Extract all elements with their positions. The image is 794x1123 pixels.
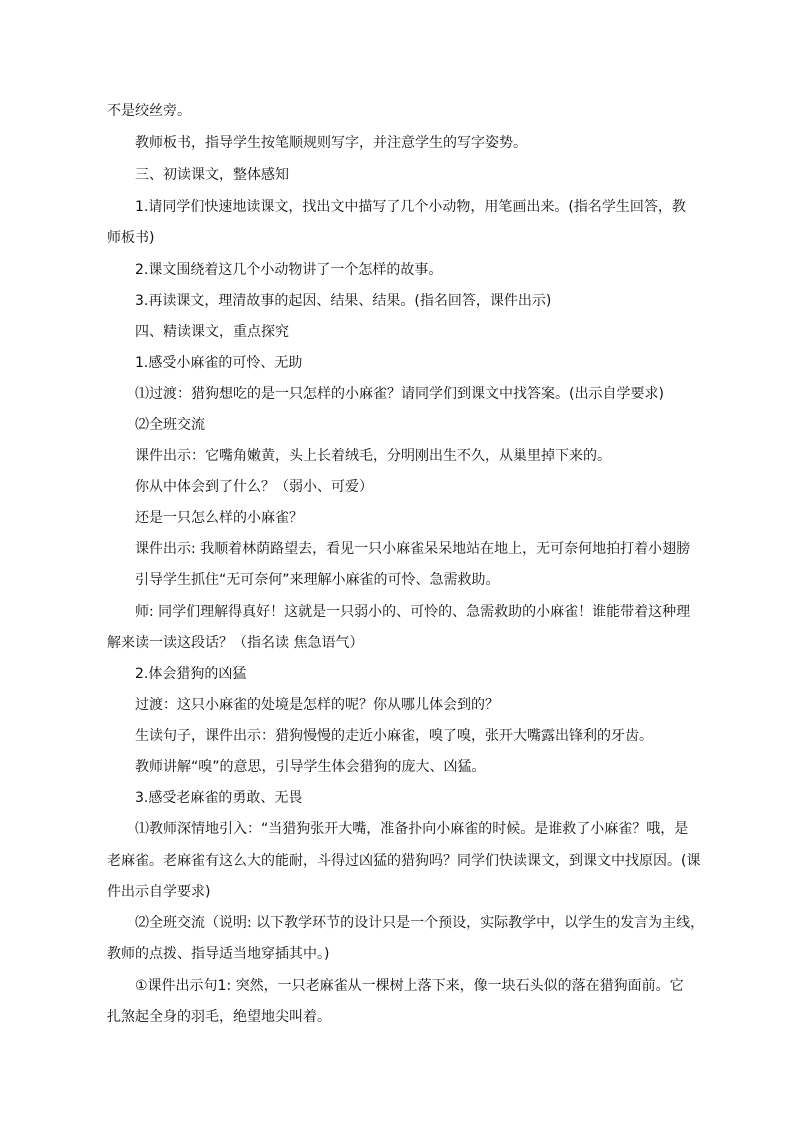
text-line: 教师讲解“嗅”的意思，引导学生体会猎狗的庞大、凶猛。 [135, 759, 486, 775]
text-line: 教师的点拨、指导适当地穿插其中。) [107, 946, 330, 962]
text-line: 扎煞起全身的羽毛，绝望地尖叫着。 [107, 1009, 331, 1025]
text-line: ⑴教师深情地引入：“当猎狗张开大嘴，准备扑向小麻雀的时候。是谁救了小麻雀？哦，是 [135, 821, 689, 837]
section-heading: 三、初读课文，整体感知 [135, 167, 289, 183]
text-line: ⑵全班交流（说明: 以下教学环节的设计只是一个预设，实际教学中，以学生的发言为主线， [135, 915, 705, 931]
text-line: ⑵全班交流 [135, 417, 205, 433]
subheading: 2.体会猎狗的凶猛 [135, 666, 247, 682]
text-line: 你从中体会到了什么？（弱小、可爱） [135, 479, 373, 495]
section-heading: 四、精读课文，重点探究 [135, 324, 289, 340]
text-line: 1.请同学们快速地读课文，找出文中描写了几个小动物，用笔画出来。(指名学生回答，教 [135, 199, 686, 215]
text-line: 2.课文围绕着这几个小动物讲了一个怎样的故事。 [135, 262, 443, 278]
text-line: 不是绞丝旁。 [107, 103, 191, 119]
text-line: ①课件出示句1: 突然，一只老麻雀从一棵树上落下来，像一块石头似的落在猎狗面前。它 [135, 978, 684, 994]
text-line: 还是一只怎么样的小麻雀？ [135, 510, 303, 526]
text-line: 师板书) [107, 230, 155, 246]
text-line: 课件出示：它嘴角嫩黄，头上长着绒毛，分明刚出生不久，从巢里掉下来的。 [135, 448, 611, 464]
text-line: 3.再读课文，理清故事的起因、结果、结果。(指名回答，课件出示) [135, 293, 552, 309]
text-line: 件出示自学要求) [107, 884, 211, 900]
text-line: ⑴过渡：猎狗想吃的是一只怎样的小麻雀？请同学们到课文中找答案。(出示自学要求) [135, 386, 664, 402]
text-line: 师: 同学们理解得真好！这就是一只弱小的、可怜的、急需救助的小麻雀！谁能带着这种理 [135, 604, 691, 620]
subheading: 3.感受老麻雀的勇敢、无畏 [135, 790, 303, 806]
text-line: 引导学生抓住“无可奈何”来理解小麻雀的可怜、急需救助。 [135, 572, 500, 588]
text-line: 过渡：这只小麻雀的处境是怎样的呢？你从哪儿体会到的？ [135, 697, 499, 713]
text-line: 解来读一读这段话？（指名读 焦急语气） [107, 635, 364, 651]
text-line: 生读句子，课件出示：猎狗慢慢的走近小麻雀，嗅了嗅，张开大嘴露出锋利的牙齿。 [135, 728, 653, 744]
text-line: 老麻雀。老麻雀有这么大的能耐，斗得过凶猛的猎狗吗？同学们快读课文，到课文中找原因。(课 [107, 853, 701, 869]
text-line: 教师板书，指导学生按笔顺规则写字，并注意学生的写字姿势。 [135, 135, 527, 151]
subheading: 1.感受小麻雀的可怜、无助 [135, 355, 303, 371]
text-line: 课件出示: 我顺着林荫路望去，看见一只小麻雀呆呆地站在地上，无可奈何地拍打着小翅膀 [135, 541, 691, 557]
